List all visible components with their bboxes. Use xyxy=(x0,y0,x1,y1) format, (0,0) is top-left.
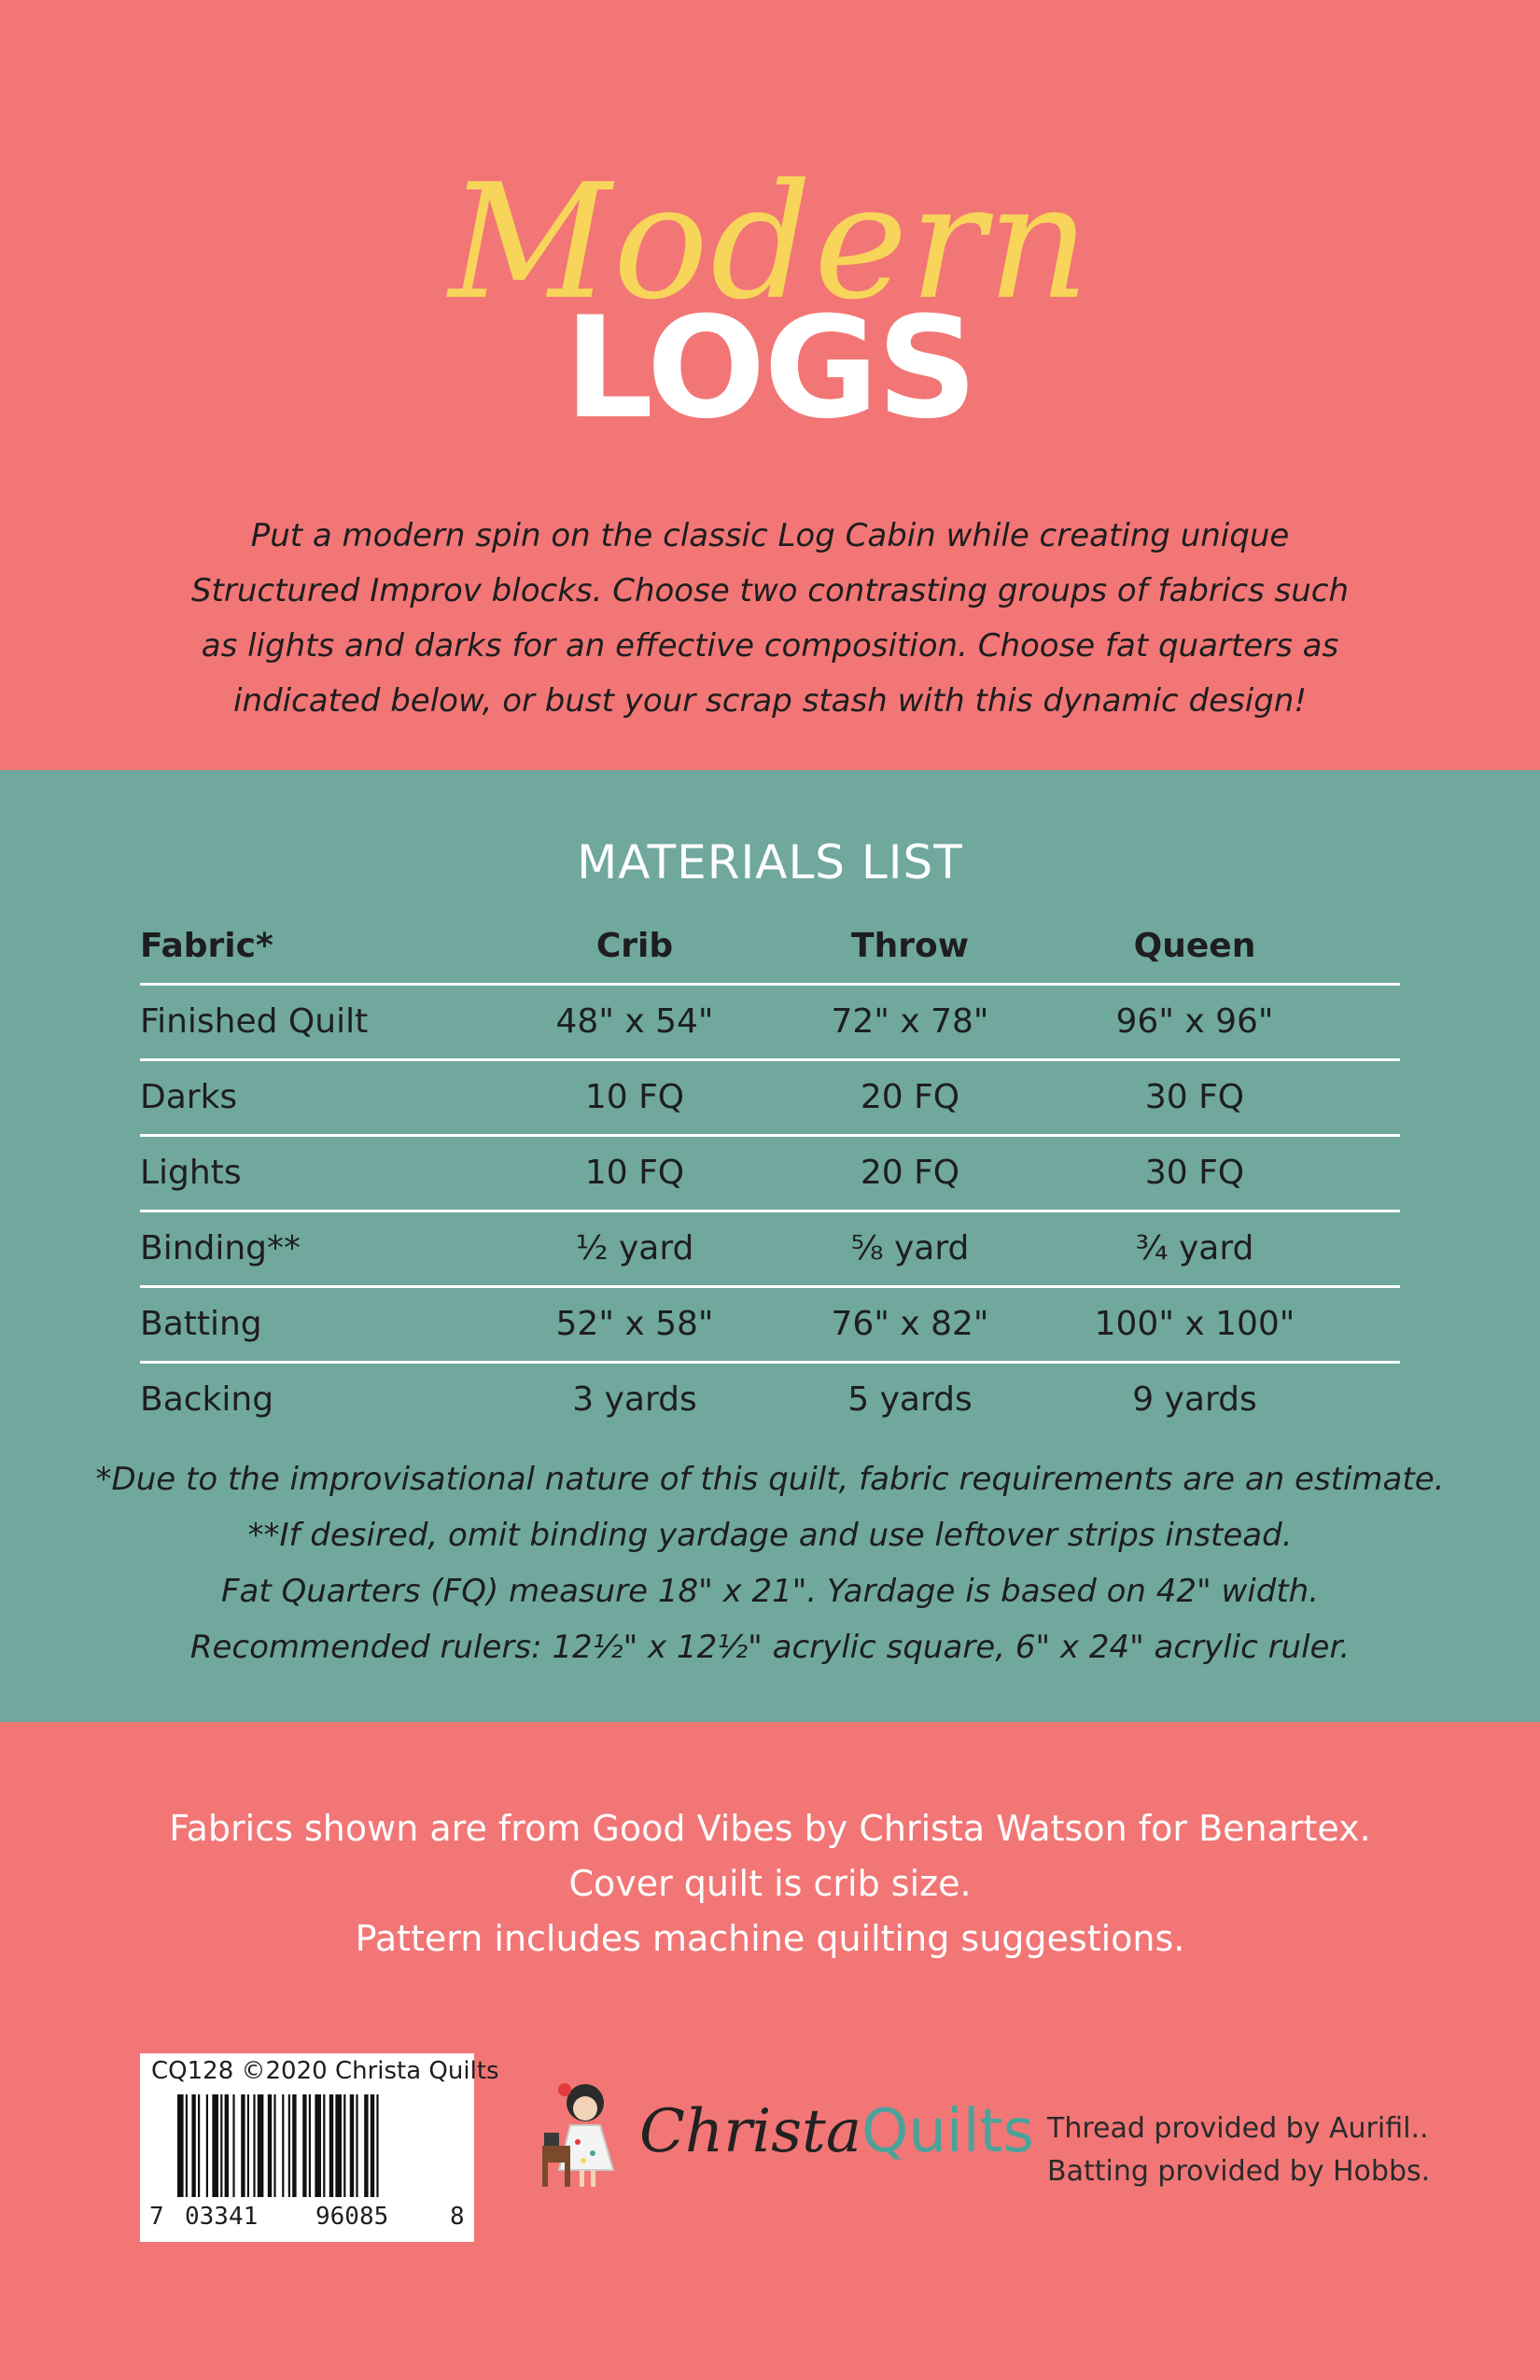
barcode-bar xyxy=(309,2094,311,2197)
row-label: Darks xyxy=(140,1078,238,1116)
barcode-bar xyxy=(220,2094,222,2197)
table-row xyxy=(140,986,1400,1061)
barcode-bar xyxy=(302,2094,306,2197)
barcode-bar xyxy=(186,2094,188,2197)
cell-throw: 20 FQ xyxy=(860,1078,960,1116)
materials-notes xyxy=(56,1451,1484,1675)
barcode-digit-group: 7 xyxy=(149,2203,164,2231)
provided-line: Thread provided by Aurifil.. xyxy=(1047,2112,1429,2145)
logo-quilts: Quilts xyxy=(861,2097,1034,2166)
credit-line: Cover quilt is crib size. xyxy=(568,1863,972,1904)
barcode-bar xyxy=(258,2094,264,2197)
cell-crib: 10 FQ xyxy=(584,1078,685,1116)
cell-queen: 30 FQ xyxy=(1144,1078,1245,1116)
barcode-bar xyxy=(268,2094,272,2197)
cell-crib: 10 FQ xyxy=(584,1154,685,1192)
barcode-bar xyxy=(273,2094,275,2197)
cell-crib: 48" x 54" xyxy=(555,1002,714,1041)
credits xyxy=(0,1801,1540,1967)
barcode-bar xyxy=(198,2094,200,2197)
barcode-bar xyxy=(225,2094,229,2197)
barcode-bar xyxy=(371,2094,374,2197)
barcode-bar xyxy=(376,2094,378,2197)
christa-quilts-logo xyxy=(537,2067,1034,2198)
cell-crib: ½ yard xyxy=(575,1229,694,1267)
intro-line: Structured Improv blocks. Choose two contrasting groups of fabrics such xyxy=(190,572,1350,609)
row-label: Finished Quilt xyxy=(140,1002,369,1041)
cell-throw: ⅝ yard xyxy=(850,1229,970,1267)
row-label: Backing xyxy=(140,1380,274,1419)
materials-table xyxy=(140,910,1400,1436)
cell-throw: 72" x 78" xyxy=(831,1002,989,1041)
barcode-bar xyxy=(206,2094,208,2197)
barcode-bar xyxy=(364,2094,368,2197)
table-row xyxy=(140,1288,1400,1364)
barcode-digit-group: 03341 xyxy=(185,2203,259,2231)
barcode-bar xyxy=(323,2094,325,2197)
barcode-bar xyxy=(253,2094,255,2197)
table-row xyxy=(140,1364,1400,1436)
header-crib: Crib xyxy=(595,927,674,965)
barcode-bars xyxy=(177,2094,439,2206)
header-throw: Throw xyxy=(851,927,969,965)
top-panel xyxy=(0,0,1540,770)
barcode-bar xyxy=(282,2094,284,2197)
barcode-bar xyxy=(177,2094,184,2197)
row-label: Binding** xyxy=(140,1229,301,1267)
barcode-bar xyxy=(247,2094,249,2197)
cell-throw: 76" x 82" xyxy=(831,1305,989,1343)
barcode-bar xyxy=(329,2094,333,2197)
barcode-digits xyxy=(149,2203,467,2234)
cell-throw: 20 FQ xyxy=(860,1154,960,1192)
cell-throw: 5 yards xyxy=(847,1380,973,1419)
cell-queen: 96" x 96" xyxy=(1115,1002,1274,1041)
intro-paragraph xyxy=(159,509,1381,729)
title-main: LOGS xyxy=(564,287,976,450)
table-row xyxy=(140,1061,1400,1137)
note-line: **If desired, omit binding yardage and use leftover strips instead. xyxy=(247,1517,1293,1554)
provided-by xyxy=(1047,2107,1430,2193)
sewing-girl-icon xyxy=(537,2067,639,2198)
barcode-bar xyxy=(212,2094,218,2197)
row-label: Batting xyxy=(140,1305,262,1343)
barcode-bar xyxy=(343,2094,345,2197)
materials-panel xyxy=(0,770,1540,1722)
cell-crib: 52" x 58" xyxy=(555,1305,714,1343)
logo-christa: Christa xyxy=(639,2097,861,2166)
credit-line: Pattern includes machine quilting suggestions. xyxy=(355,1918,1185,1959)
barcode-bar xyxy=(232,2094,234,2197)
note-line: Fat Quarters (FQ) measure 18" x 21". Yardage is based on 42" width. xyxy=(220,1573,1320,1610)
intro-line: indicated below, or bust your scrap stash with this dynamic design! xyxy=(233,682,1307,720)
provided-line: Batting provided by Hobbs. xyxy=(1047,2155,1431,2188)
materials-title: MATERIALS LIST xyxy=(577,835,963,889)
row-label: Lights xyxy=(140,1154,242,1192)
intro-line: as lights and darks for an effective composition. Choose fat quarters as xyxy=(201,627,1339,665)
cell-queen: 9 yards xyxy=(1132,1380,1257,1419)
header-queen: Queen xyxy=(1133,927,1256,965)
barcode-bar xyxy=(191,2094,195,2197)
barcode-bar xyxy=(356,2094,357,2197)
cell-queen: ¾ yard xyxy=(1135,1229,1254,1267)
table-row xyxy=(140,1212,1400,1288)
barcode-digit-group: 8 xyxy=(450,2203,465,2231)
note-line: Recommended rulers: 12½" x 12½" acrylic square, 6" x 24" acrylic ruler. xyxy=(189,1629,1351,1666)
barcode-bar xyxy=(315,2094,321,2197)
cell-queen: 30 FQ xyxy=(1144,1154,1245,1192)
barcode-bar xyxy=(241,2094,245,2197)
barcode-digit-group: 96085 xyxy=(315,2203,389,2231)
table-header-row xyxy=(140,910,1400,986)
barcode xyxy=(140,2053,499,2242)
header-fabric: Fabric* xyxy=(140,927,273,965)
cell-queen: 100" x 100" xyxy=(1094,1305,1295,1343)
barcode-bar xyxy=(350,2094,354,2197)
barcode-bar xyxy=(288,2094,290,2197)
barcode-bar xyxy=(292,2094,296,2197)
logo-wordmark xyxy=(639,2097,1034,2166)
barcode-label: CQ128 ©2020 Christa Quilts xyxy=(151,2057,499,2085)
intro-line: Put a modern spin on the classic Log Cabin while creating unique xyxy=(250,517,1290,554)
barcode-bar xyxy=(335,2094,342,2197)
title-script: Modern xyxy=(448,150,1092,335)
credit-line: Fabrics shown are from Good Vibes by Christa Watson for Benartex. xyxy=(169,1808,1371,1849)
table-row xyxy=(140,1137,1400,1212)
cell-crib: 3 yards xyxy=(572,1380,697,1419)
note-line: *Due to the improvisational nature of this quilt, fabric requirements are an estimate. xyxy=(95,1461,1445,1498)
